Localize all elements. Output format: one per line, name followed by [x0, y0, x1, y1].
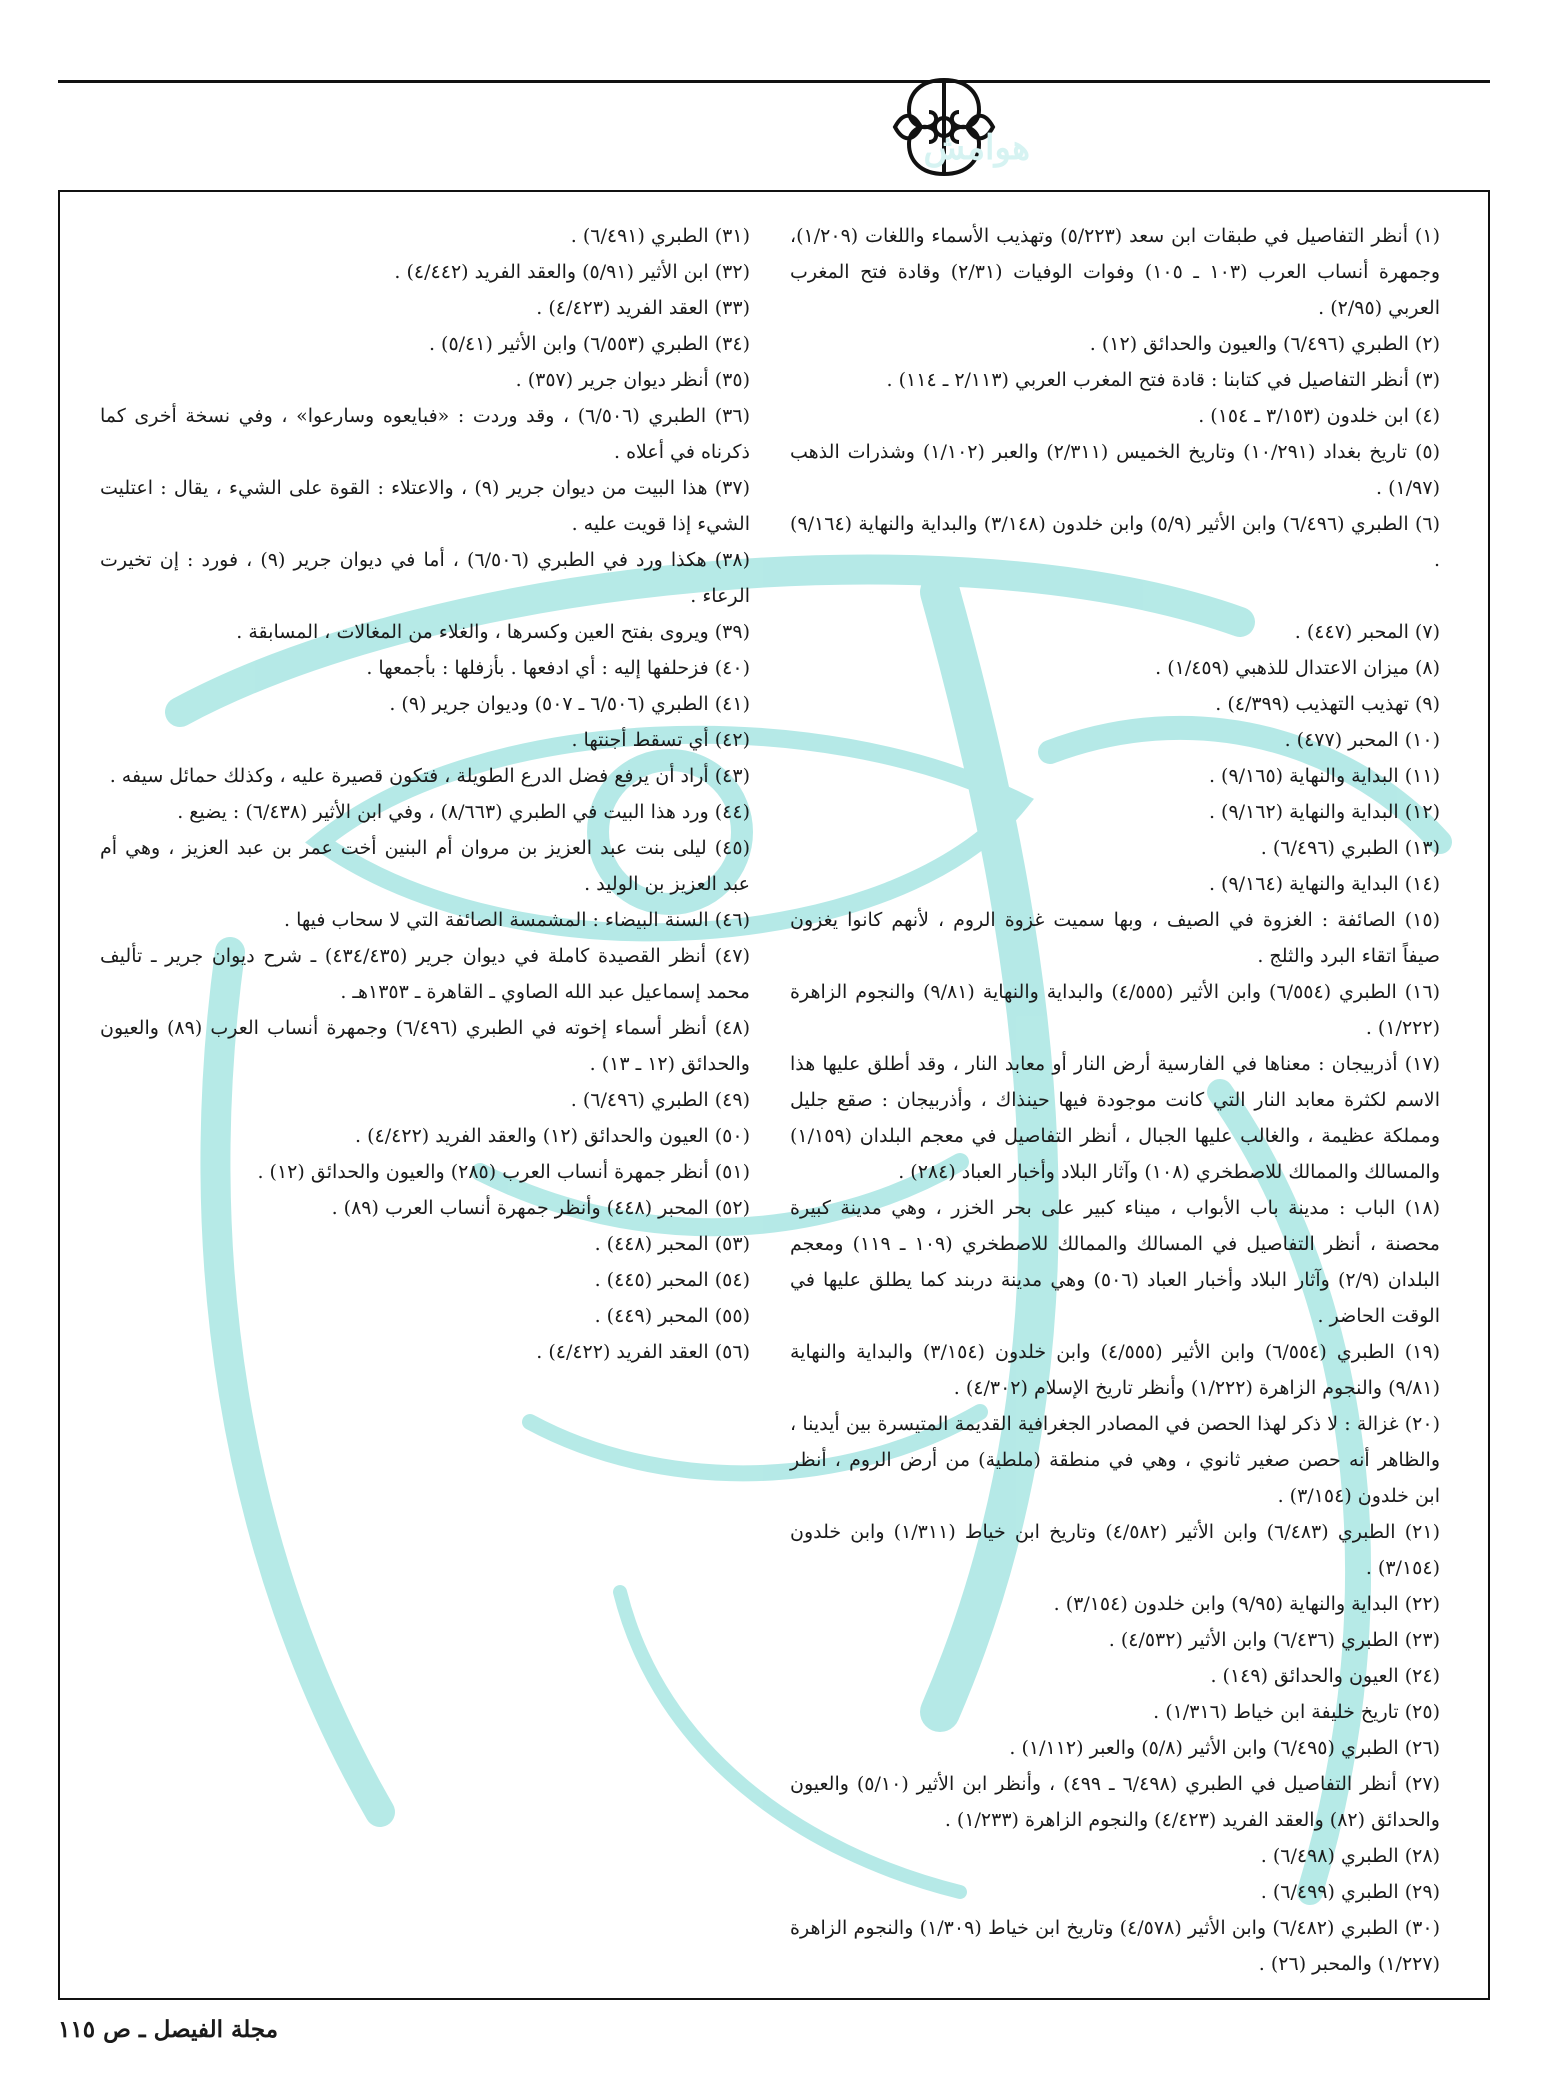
footnote: (٢٧) أنظر التفاصيل في الطبري (٦/٤٩٨ ـ ٤٩٩) ، وأنظر ابن الأثير (٥/١٠) والعيون والحدائق (٨٢) والعقد الفريد (٤/٤٢٣) والنجوم الزاهرة (١/٢٣٣) . [790, 1773, 1440, 1831]
footnote: (٤٤) ورد هذا البيت في الطبري (٨/٦٦٣) ، وفي ابن الأثير (٦/٤٣٨) : يضيع . [177, 801, 750, 823]
notes-column-left [100, 218, 750, 1370]
spacer [790, 578, 1440, 614]
footnote: (١٠) المحبر (٤٧٧) . [1284, 729, 1440, 751]
page-footer: مجلة الفيصل ـ ص ١١٥ [58, 2016, 279, 2043]
footnote: (٨) ميزان الاعتدال للذهبي (١/٤٥٩) . [1155, 657, 1440, 679]
footnote: (٤١) الطبري (٦/٥٠٦ ـ ٥٠٧) وديوان جرير (٩) . [389, 693, 750, 715]
footnote: (٥٣) المحبر (٤٤٨) . [594, 1233, 750, 1255]
footnote: (٤٦) السنة البيضاء : المشمسة الصائفة التي لا سحاب فيها . [283, 909, 750, 931]
footnote: (٣٥) أنظر ديوان جرير (٣٥٧) . [515, 369, 750, 391]
footnote: (٣٩) ويروى بفتح العين وكسرها ، والغلاء من المغالات ، المسابقة . [236, 621, 750, 643]
footnote: (٥١) أنظر جمهرة أنساب العرب (٢٨٥) والعيون والحدائق (١٢) . [257, 1161, 750, 1183]
footnote: (٢٣) الطبري (٦/٤٣٦) وابن الأثير (٤/٥٣٢) . [1108, 1629, 1440, 1651]
footnote: (٣٠) الطبري (٦/٤٨٢) وابن الأثير (٤/٥٧٨) وتاريخ ابن خياط (١/٣٠٩) والنجوم الزاهرة (١/٢٢٧) والمحبر (٢٦) . [790, 1917, 1440, 1975]
footnote: (١٨) الباب : مدينة باب الأبواب ، ميناء كبير على بحر الخزر ، وهي مدينة كبيرة محصنة ، أنظر التفاصيل في المسالك والممالك للاصطخري (١٠٩ ـ ١١٩) ومعجم البلدان (٢/٩) وآثار البلاد وأخبار العباد (٥٠٦) وهي مدينة دربند كما يطلق عليها في الوقت الحاضر . [790, 1197, 1440, 1327]
footnote: (٤٩) الطبري (٦/٤٩٦) . [570, 1089, 750, 1111]
footnote: (٥٦) العقد الفريد (٤/٤٢٢) . [536, 1341, 750, 1363]
footnote: (٢١) الطبري (٦/٤٨٣) وابن الأثير (٤/٥٨٢) وتاريخ ابن خياط (١/٣١١) وابن خلدون (٣/١٥٤) . [790, 1521, 1440, 1579]
footnote: (٤٣) أراد أن يرفع فضل الدرع الطويلة ، فتكون قصيرة عليه ، وكذلك حمائل سيفه . [109, 765, 750, 787]
footnote: (١١) البداية والنهاية (٩/١٦٥) . [1208, 765, 1440, 787]
footnote: (٤) ابن خلدون (٣/١٥٣ ـ ١٥٤) . [1198, 405, 1440, 427]
footnote: (٥٢) المحبر (٤٤٨) وأنظر جمهرة أنساب العرب (٨٩) . [331, 1197, 750, 1219]
footnote: (٧) المحبر (٤٤٧) . [1294, 621, 1440, 643]
footnote: (٢) الطبري (٦/٤٩٦) والعيون والحدائق (١٢) . [1089, 333, 1440, 355]
footnote: (٤٠) فزحلفها إليه : أي ادفعها . بأزفلها : بأجمعها . [366, 657, 750, 679]
footnote: (٤٨) أنظر أسماء إخوته في الطبري (٦/٤٩٦) وجمهرة أنساب العرب (٨٩) والعيون والحدائق (١٢ ـ ١٣) . [100, 1017, 750, 1075]
footnote: (٥) تاريخ بغداد (١٠/٢٩١) وتاريخ الخميس (٢/٣١١) والعبر (١/١٠٢) وشذرات الذهب (١/٩٧) . [790, 441, 1441, 499]
top-rule [58, 80, 1490, 83]
footnote: (٢٩) الطبري (٦/٤٩٩) . [1260, 1881, 1440, 1903]
footnote: (١) أنظر التفاصيل في طبقات ابن سعد (٥/٢٢٣) وتهذيب الأسماء واللغات (١/٢٠٩)، وجمهرة أنساب العرب (١٠٣ ـ ١٠٥) وفوات الوفيات (٢/٣١) وقادة فتح المغرب العربي (٢/٩٥) . [790, 225, 1440, 319]
footnote: (٣) أنظر التفاصيل في كتابنا : قادة فتح المغرب العربي (٢/١١٣ ـ ١١٤) . [886, 369, 1440, 391]
footnote: (٢٥) تاريخ خليفة ابن خياط (١/٣١٦) . [1153, 1701, 1440, 1723]
footnote: (٤٥) ليلى بنت عبد العزيز بن مروان أم البنين أخت عمر بن عبد العزيز ، وهي أم عبد العزيز بن الوليد . [100, 837, 750, 895]
footnote: (٤٢) أي تسقط أجنتها . [571, 729, 750, 751]
footnote: (٥٥) المحبر (٤٤٩) . [594, 1305, 750, 1327]
footnote: (٢٦) الطبري (٦/٤٩٥) وابن الأثير (٥/٨) والعبر (١/١١٢) . [1009, 1737, 1440, 1759]
notes-column-right [790, 218, 1440, 1982]
footnote: (٥٤) المحبر (٤٤٥) . [594, 1269, 750, 1291]
footnote: (٣٨) هكذا ورد في الطبري (٦/٥٠٦) ، أما في ديوان جرير (٩) ، فورد : إن تخيرت الرعاء . [100, 549, 750, 607]
section-title: هوامش [923, 128, 1030, 168]
footnote: (٢٢) البداية والنهاية (٩/٩٥) وابن خلدون (٣/١٥٤) . [1053, 1593, 1440, 1615]
footnote: (١٧) أذربيجان : معناها في الفارسية أرض النار أو معابد النار ، وقد أطلق عليها هذا الاسم لكثرة معابد النار التي كانت موجودة فيها حينذاك ، وأذربيجان : صقع جليل ومملكة عظيمة ، والغالب عليها الجبال ، أنظر التفاصيل في معجم البلدان (١/١٥٩) والمسالك والممالك للاصطخري (١٠٨) وآثار البلاد وأخبار العباد (٢٨٤) . [790, 1053, 1440, 1183]
footnote: (٢٠) غزالة : لا ذكر لهذا الحصن في المصادر الجغرافية القديمة المتيسرة بين أيدينا ، والظاهر أنه حصن صغير ثانوي ، وهي في منطقة (ملطية) من أرض الروم ، أنظر ابن خلدون (٣/١٥٤) . [790, 1413, 1440, 1507]
footnote: (٣٤) الطبري (٦/٥٥٣) وابن الأثير (٥/٤١) . [428, 333, 750, 355]
footnote: (٣٦) الطبري (٦/٥٠٦) ، وقد وردت : «فبايعوه وسارعوا» ، وفي نسخة أخرى كما ذكرناه في أعلاه . [100, 405, 750, 463]
footnote: (١٩) الطبري (٦/٥٥٤) وابن الأثير (٤/٥٥٥) وابن خلدون (٣/١٥٤) والبداية والنهاية (٩/٨١) والنجوم الزاهرة (١/٢٢٢) وأنظر تاريخ الإسلام (٤/٣٠٢) . [790, 1341, 1440, 1399]
footnote: (١٤) البداية والنهاية (٩/١٦٤) . [1208, 873, 1440, 895]
footnote: (٤٧) أنظر القصيدة كاملة في ديوان جرير (٤٣٤/٤٣٥) ـ شرح ديوان جرير ـ تأليف محمد إسماعيل عبد الله الصاوي ـ القاهرة ـ ١٣٥٣هـ . [100, 945, 751, 1003]
notes-frame [58, 190, 1490, 2000]
footnote: (١٢) البداية والنهاية (٩/١٦٢) . [1208, 801, 1440, 823]
footnote: (٩) تهذيب التهذيب (٤/٣٩٩) . [1215, 693, 1440, 715]
footnote: (١٦) الطبري (٦/٥٥٤) وابن الأثير (٤/٥٥٥) والبداية والنهاية (٩/٨١) والنجوم الزاهرة (١/٢٢٢) . [790, 981, 1440, 1039]
footnote: (٣١) الطبري (٦/٤٩١) . [570, 225, 750, 247]
footnote: (٣٧) هذا البيت من ديوان جرير (٩) ، والاعتلاء : القوة على الشيء ، يقال : اعتليت الشيء إذا قويت عليه . [100, 477, 751, 535]
footnote: (٦) الطبري (٦/٤٩٦) وابن الأثير (٥/٩) وابن خلدون (٣/١٤٨) والبداية والنهاية (٩/١٦٤) . [790, 513, 1440, 571]
footnote: (٣٢) ابن الأثير (٥/٩١) والعقد الفريد (٤/٤٤٢) . [394, 261, 750, 283]
footnote: (٢٨) الطبري (٦/٤٩٨) . [1260, 1845, 1440, 1867]
footnote: (١٥) الصائفة : الغزوة في الصيف ، وبها سميت غزوة الروم ، لأنهم كانوا يغزون صيفاً اتقاء البرد والثلج . [790, 909, 1440, 967]
footnote: (٣٣) العقد الفريد (٤/٤٢٣) . [536, 297, 750, 319]
footnote: (٥٠) العيون والحدائق (١٢) والعقد الفريد (٤/٤٢٢) . [355, 1125, 750, 1147]
footnote: (٢٤) العيون والحدائق (١٤٩) . [1210, 1665, 1440, 1687]
footnote: (١٣) الطبري (٦/٤٩٦) . [1260, 837, 1440, 859]
